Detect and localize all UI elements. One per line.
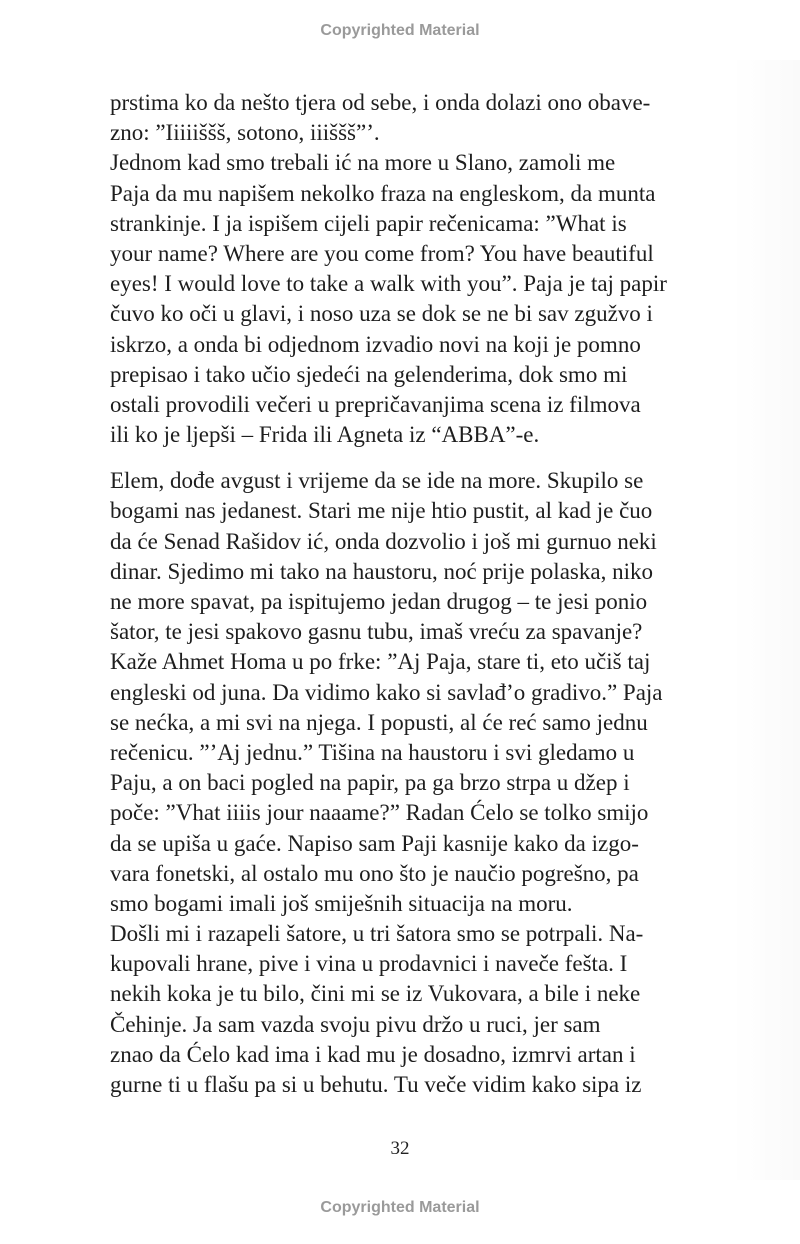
text-line: vara fonetski, al ostalo mu ono što je naučio pogrešno, pa: [110, 860, 639, 886]
text-line: Čehinje. Ja sam vazda svoju pivu držo u ruci, jer sam: [110, 1011, 601, 1037]
text-line: eyes! I would love to take a walk with you”. Paja je taj papir: [110, 271, 667, 297]
text-line: your name? Where are you come from? You have beautiful: [110, 240, 654, 266]
text-line: Kaže Ahmet Homa u po frke: ”Aj Paja, stare ti, eto učiš taj: [110, 649, 651, 675]
text-line: prstima ko da nešto tjera od sebe, i onda dolazi ono obave-: [110, 90, 651, 115]
text-line: da se upiša u gaće. Napiso sam Paji kasnije kako da izgo-: [110, 830, 639, 856]
text-line: engleski od juna. Da vidimo kako si savlađ’o gradivo.” Paja: [110, 679, 663, 705]
page-number: 32: [390, 1138, 410, 1159]
text-line: čuvo ko oči u glavi, i noso uza se dok se ne bi sav zgužvo i: [110, 301, 653, 327]
paragraph-2: [110, 466, 710, 1100]
text-line: Paja da mu napišem nekolko fraza na engleskom, da munta: [110, 180, 656, 206]
text-line: Jednom kad smo trebali ić na more u Slano, zamoli me: [110, 150, 616, 176]
text-line: smo bogami imali još smiješnih situacija na moru.: [110, 890, 573, 916]
text-line: gurne ti u flašu pa si u behutu. Tu veče vidim kako sipa iz: [110, 1072, 642, 1097]
text-line: strankinje. I ja ispišem cijeli papir rečenicama: ”What is: [110, 210, 627, 236]
text-line: Elem, dođe avgust i vrijeme da se ide na more. Skupilo se: [110, 468, 644, 494]
copyright-watermark-top: Copyrighted Material: [320, 22, 480, 39]
text-line: poče: ”Vhat iiiis jour naaame?” Radan Ćelo se tolko smijo: [110, 800, 649, 826]
text-line: znao da Ćelo kad ima i kad mu je dosadno, izmrvi artan i: [110, 1041, 636, 1067]
paragraph-1: [110, 88, 710, 450]
text-line: ne more spavat, pa ispitujemo jedan drugog – te jesi ponio: [110, 589, 648, 614]
text-line: nekih koka je tu bilo, čini mi se iz Vukovara, a bile i neke: [110, 981, 641, 1007]
page-edge-shade: [730, 60, 800, 1180]
text-line: bogami nas jedanest. Stari me nije htio pustit, al kad je čuo: [110, 498, 653, 524]
paragraph-gap: [110, 450, 710, 466]
page-text: [110, 88, 710, 1100]
text-line: iskrzo, a onda bi odjednom izvadio novi na koji je pomno: [110, 331, 641, 357]
text-line: da će Senad Rašidov ić, onda dozvolio i još mi gurnuo neki: [110, 528, 657, 554]
copyright-watermark-bottom: Copyrighted Material: [320, 1199, 480, 1216]
text-line: Došli mi i razapeli šatore, u tri šatora smo se potrpali. Na-: [110, 921, 644, 947]
text-line: prepisao i tako učio sjedeći na gelenderima, dok smo mi: [110, 361, 628, 387]
text-line: dinar. Sjedimo mi tako na haustoru, noć prije polaska, niko: [110, 558, 653, 584]
text-line: ili ko je ljepši – Frida ili Agneta iz “ABBA”-e.: [110, 422, 540, 448]
text-line: kupovali hrane, pive i vina u prodavnici i naveče fešta. I: [110, 951, 628, 977]
text-line: zno: ”Iiiiiššš, sotono, iiiššš”’.: [110, 120, 380, 146]
text-line: šator, te jesi spakovo gasnu tubu, imaš vreću za spavanje?: [110, 619, 643, 645]
text-line: Paju, a on baci pogled na papir, pa ga brzo strpa u džep i: [110, 770, 630, 796]
text-line: rečenicu. ”’Aj jednu.” Tišina na haustoru i svi gledamo u: [110, 739, 635, 765]
text-line: ostali provodili večeri u prepričavanjima scena iz filmova: [110, 391, 641, 417]
text-line: se nećka, a mi svi na njega. I popusti, al će reć samo jednu: [110, 709, 648, 735]
